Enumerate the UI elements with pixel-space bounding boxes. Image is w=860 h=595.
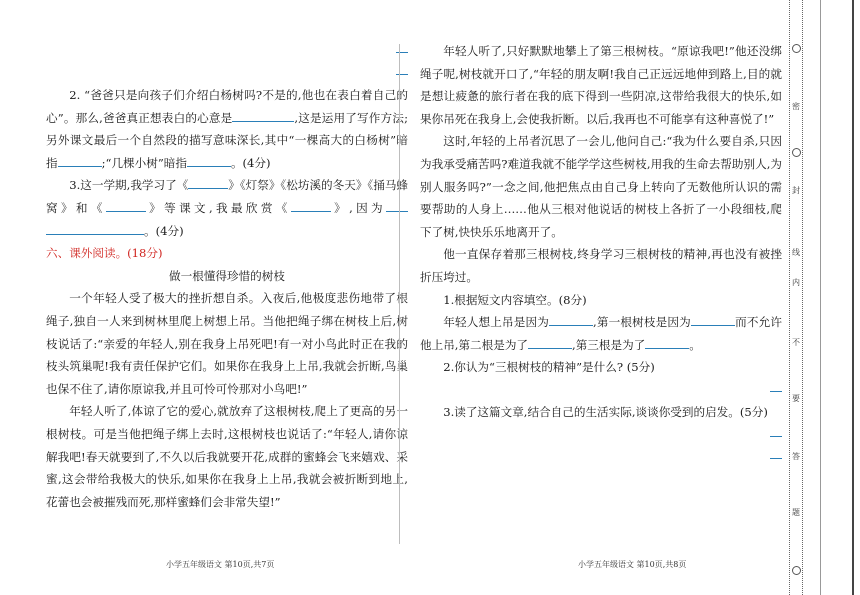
question-3: 3.读了这篇文章,结合自己的生活实际,谈谈你受到的启发。(5分): [443, 404, 768, 419]
page-footer-left: 小学五年级语文 第10页,共7页: [166, 560, 275, 569]
binding-edge-line: [820, 0, 821, 595]
answer-blank[interactable]: [291, 199, 331, 212]
answer-line[interactable]: [420, 379, 782, 401]
story-paragraph: 这时,年轻的上吊者沉思了一会儿,他问自己:“我为什么要自杀,只因为我承受痛苦吗?难道我就不能学学这些树枝,用我的生命去帮助别人,为别人服务吗?”一念之间,他把焦点由自己身上转向了无数他所认识的需要帮助的人身上……他从三根对他说话的树枝上各折了一小段细枝,爬下了树,快快乐乐地离开了。: [420, 134, 782, 239]
story-paragraph: 年轻人听了,体谅了它的爱心,就放弃了这根树枝,爬上了更高的另一根树枝。可是当他把绳子绑上去时,这根树枝也说话了:“年轻人,请你谅解我吧!春天就要到了,不久以后我就要开花,成群的蜜蜂会飞来嬉戏、采蜜,这会带给我极大的快乐,如果你在我身上上吊,我就会被折断到地上,花蕾也会被摧残而死,那样蜜蜂们会非常失望!”: [46, 404, 408, 509]
answer-line[interactable]: [420, 446, 782, 468]
right-column: [420, 40, 782, 468]
binding-hole-icon: [792, 566, 801, 575]
answer-blank[interactable]: [58, 154, 102, 167]
binding-label: 线: [792, 248, 800, 257]
answer-line[interactable]: [46, 62, 408, 84]
answer-blank[interactable]: [106, 199, 146, 212]
story-paragraph: 他一直保存着那三根树枝,终身学习三根树枝的精神,再也没有被挫折压垮过。: [420, 247, 782, 284]
answer-blank[interactable]: [232, 109, 294, 122]
binding-label: 不: [792, 338, 800, 347]
question-1-label: 1.根据短文内容填空。(8分): [443, 292, 587, 307]
question-2: 2.你认为“三根树枝的精神”是什么? (5分): [443, 360, 655, 375]
question-3: 3.这一学期,我学习了《 》《灯祭》《松坊溪的冬天》《捅马蜂窝》和《 》等课文,我最欣赏《 》,因为。(4分): [46, 178, 409, 238]
column-divider: [399, 44, 400, 544]
binding-label: 要: [792, 394, 800, 403]
answer-line[interactable]: [46, 40, 408, 62]
question-2: 2. “爸爸只是向孩子们介绍白杨树吗?不是的,他也在表白着自己的心”。那么,爸爸真正想表白的心意是 ,这是运用了写作方法;另外课文最后一个自然段的描写意味深长,其中“一棵高大的白杨树”暗指 ;“几棵小树”暗指 。(4分): [46, 88, 408, 170]
binding-hole-icon: [792, 148, 801, 157]
binding-strip: [789, 0, 803, 595]
binding-label: 内: [792, 278, 800, 287]
left-column: [46, 40, 408, 513]
story-title: 做一根懂得珍惜的树枝: [169, 268, 285, 283]
binding-label: 题: [792, 508, 800, 517]
answer-line[interactable]: [420, 424, 782, 446]
answer-blank[interactable]: [46, 222, 144, 235]
answer-blank[interactable]: [549, 313, 593, 326]
page-edge-line: [852, 0, 854, 595]
answer-blank[interactable]: [187, 154, 231, 167]
answer-blank[interactable]: [528, 336, 572, 349]
section-heading: 六、课外阅读。(18分): [46, 246, 163, 261]
answer-blank[interactable]: [386, 199, 408, 212]
page-footer-right: 小学五年级语文 第10页,共8页: [578, 560, 687, 569]
binding-hole-icon: [792, 44, 801, 53]
binding-label: 封: [792, 186, 800, 195]
binding-label: 答: [792, 452, 800, 461]
answer-blank[interactable]: [188, 176, 228, 189]
story-paragraph: 一个年轻人受了极大的挫折想自杀。入夜后,他极度悲伤地带了根绳子,独自一人来到树林里爬上树想上吊。当他把绳子绑在树枝上后,树枝说话了:“亲爱的年轻人,别在我身上吊死吧!有一对小鸟此时正在我的枝头筑巢呢!我有责任保护它们。如果你在我身上上吊,我就会折断,鸟巢也保不住了,请你原谅我,并且可怜可怜那对小鸟吧!”: [46, 291, 408, 396]
binding-label: 密: [792, 102, 800, 111]
question-1: 年轻人想上吊是因为 ,第一根树枝是因为 而不允许他上吊,第二根是为了 ,第三根是为了 。: [420, 315, 782, 352]
story-paragraph: 年轻人听了,只好默默地攀上了第三根树枝。“原谅我吧!”他还没绑绳子呢,树枝就开口了,“年轻的朋友啊!我自己正远远地伸到路上,目的就是想让疲惫的旅行者在我的底下得到一些阴凉,这带给我很大的快乐,如果你吊死在我身上,会使我折断。以后,我再也不可能享有这种喜悦了!”: [420, 44, 782, 126]
answer-blank[interactable]: [645, 336, 689, 349]
answer-blank[interactable]: [691, 313, 735, 326]
